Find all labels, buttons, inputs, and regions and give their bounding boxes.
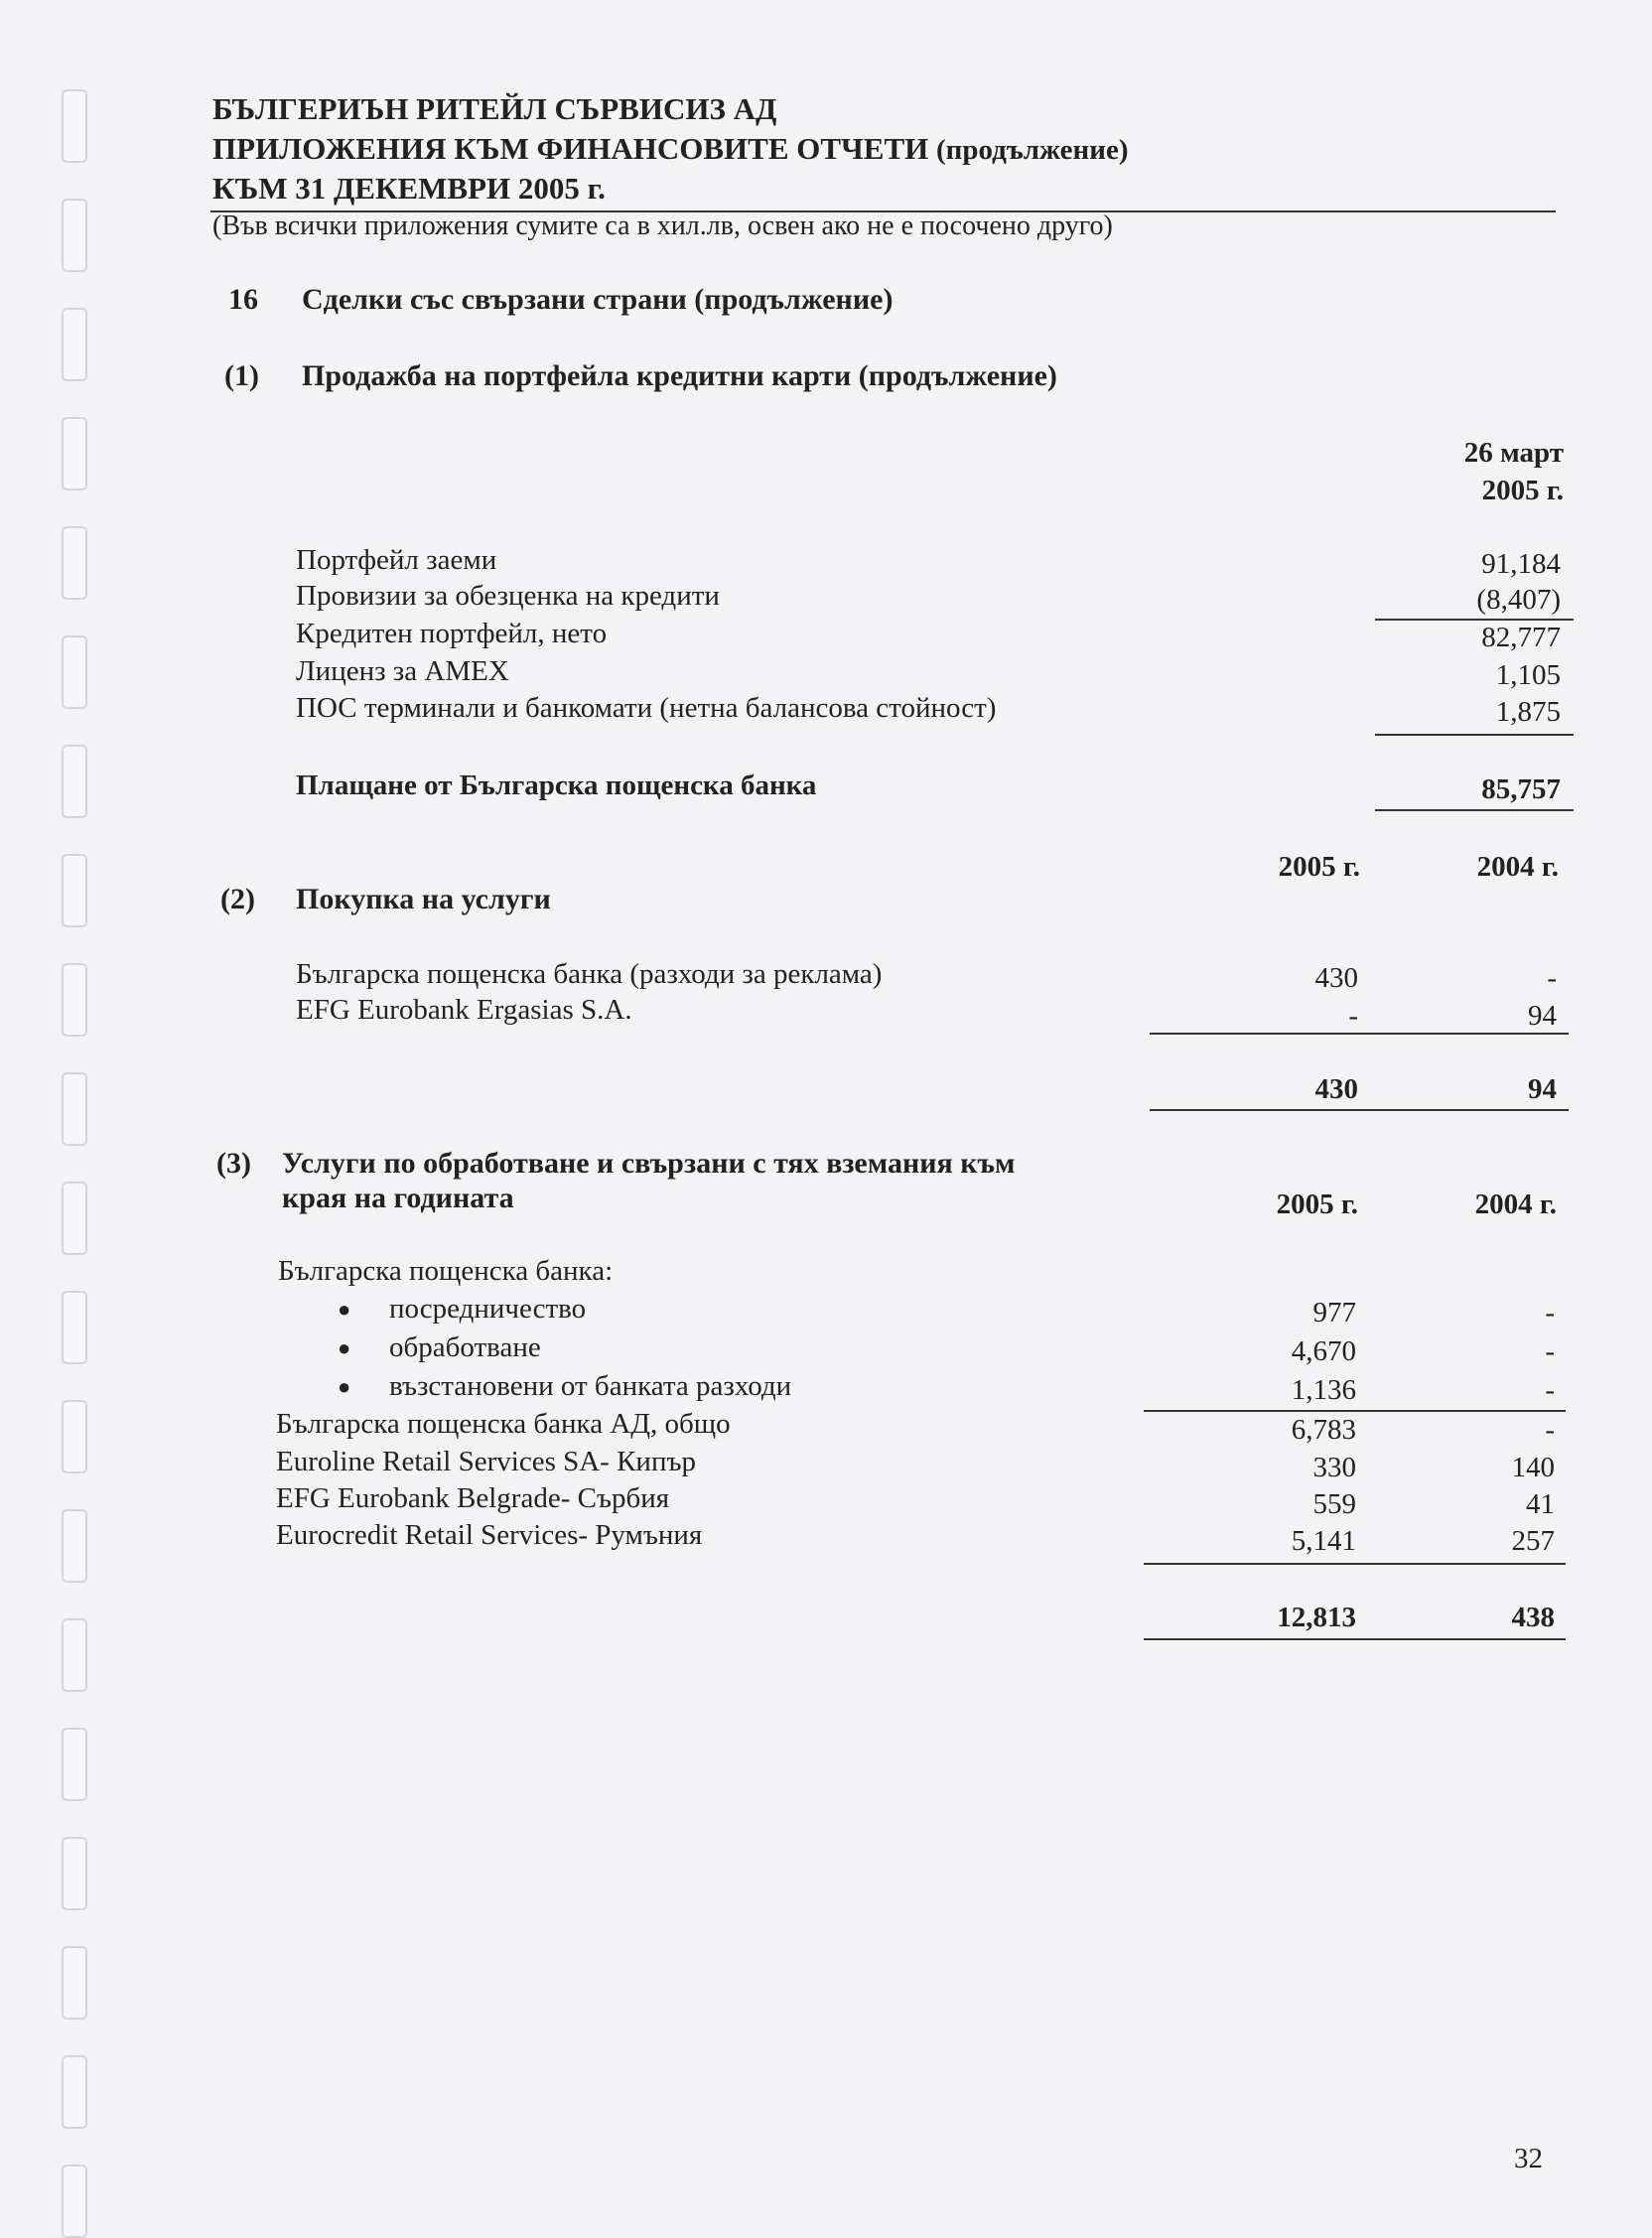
binder-hole xyxy=(62,1946,87,2020)
binder-hole xyxy=(62,2165,87,2238)
section-number: 16 xyxy=(228,283,258,316)
row-label: Лиценз за АМЕХ xyxy=(296,655,509,687)
bullet-icon: ● xyxy=(338,1335,351,1360)
row-value-2004: 257 xyxy=(1511,1525,1555,1557)
column-header-2005: 2005 г. xyxy=(1278,851,1360,883)
total-rule xyxy=(1144,1638,1566,1640)
row-value: (8,407) xyxy=(1476,584,1561,616)
bullet-icon: ● xyxy=(338,1297,351,1322)
bullet-label: посредничество xyxy=(389,1293,587,1325)
row-value-2005: - xyxy=(1348,1000,1358,1032)
binder-hole xyxy=(62,308,87,381)
row-value-2004: 94 xyxy=(1528,1000,1557,1032)
row-value-2005: 430 xyxy=(1314,962,1358,994)
binder-hole xyxy=(62,1728,87,1801)
subsection-title-line1: Услуги по обработване и свързани с тях вземания към xyxy=(282,1147,1016,1180)
binder-hole xyxy=(62,2055,87,2129)
binder-hole xyxy=(62,963,87,1037)
total-value-2004: 94 xyxy=(1528,1073,1557,1105)
subtotal-rule xyxy=(1150,1033,1569,1035)
row-value-2004: - xyxy=(1545,1414,1555,1446)
binder-hole xyxy=(62,1291,87,1364)
binder-hole xyxy=(62,1618,87,1692)
column-header: 26 март xyxy=(1463,437,1564,469)
subtotal-rule xyxy=(1375,619,1574,621)
row-label: ПОС терминали и банкомати (нетна балансова стойност) xyxy=(296,692,997,724)
row-value-2004: - xyxy=(1545,1297,1555,1329)
bullet-label: възстановени от банката разходи xyxy=(389,1370,792,1402)
row-label: EFG Eurobank Belgrade- Сърбия xyxy=(276,1482,670,1514)
binder-hole xyxy=(62,1400,87,1473)
column-header: 2005 г. xyxy=(1481,475,1564,506)
binder-hole xyxy=(62,526,87,600)
binder-hole xyxy=(62,199,87,272)
page-number: 32 xyxy=(1514,2143,1543,2174)
subtotal-rule xyxy=(1144,1563,1566,1565)
column-header-2004: 2004 г. xyxy=(1476,851,1559,883)
column-header-2004: 2004 г. xyxy=(1474,1189,1557,1220)
total-value-2005: 12,813 xyxy=(1277,1602,1356,1633)
binder-hole xyxy=(62,1072,87,1146)
row-value-2005: 977 xyxy=(1312,1297,1356,1329)
row-label: Кредитен портфейл, нето xyxy=(296,618,608,649)
subsection-title-line2: края на годината xyxy=(282,1182,514,1214)
row-label: Провизии за обезценка на кредити xyxy=(296,580,720,612)
row-value-2004: 41 xyxy=(1526,1488,1555,1520)
binder-hole xyxy=(62,1509,87,1583)
company-name: БЪЛГЕРИЪН РИТЕЙЛ СЪРВИСИЗ АД xyxy=(212,91,777,126)
total-value: 85,757 xyxy=(1481,773,1561,805)
binder-hole xyxy=(62,417,87,490)
subsection-number: (3) xyxy=(216,1147,251,1180)
document-title xyxy=(212,131,1128,167)
title-main: ПРИЛОЖЕНИЯ КЪМ ФИНАНСОВИТЕ ОТЧЕТИ xyxy=(212,131,929,166)
binder-hole xyxy=(62,1182,87,1255)
total-rule xyxy=(1150,1109,1569,1111)
total-label: Плащане от Българска пощенска банка xyxy=(296,769,817,801)
row-value-2004: - xyxy=(1547,962,1557,994)
binder-hole xyxy=(62,1837,87,1910)
subsection-title: Покупка на услуги xyxy=(296,883,551,915)
section-title: Сделки със свързани страни (продължение) xyxy=(302,283,894,316)
binder-hole xyxy=(62,635,87,709)
row-label: Българска пощенска банка (разходи за реклама) xyxy=(296,958,883,990)
row-label: Портфейл заеми xyxy=(296,544,497,576)
column-header-2005: 2005 г. xyxy=(1276,1189,1358,1220)
bullet-icon: ● xyxy=(338,1374,351,1399)
row-value-2004: 140 xyxy=(1511,1452,1555,1483)
row-value-2004: - xyxy=(1545,1335,1555,1367)
binder-hole xyxy=(62,854,87,927)
currency-note: (Във всички приложения сумите са в хил.лв, освен ако не е посочено друго) xyxy=(212,210,1113,241)
title-continuation: (продължение) xyxy=(936,134,1129,166)
row-value-2005: 6,783 xyxy=(1291,1414,1356,1446)
total-rule xyxy=(1375,809,1574,811)
binder-hole xyxy=(62,89,87,163)
row-value-2005: 330 xyxy=(1312,1452,1356,1483)
subsection-number: (1) xyxy=(224,359,259,392)
total-value-2004: 438 xyxy=(1511,1602,1555,1633)
row-value: 82,777 xyxy=(1481,622,1561,653)
binder-holes xyxy=(62,89,87,2214)
row-value-2004: - xyxy=(1545,1374,1555,1406)
subtotal-rule xyxy=(1144,1410,1566,1412)
subtotal-rule xyxy=(1375,734,1574,736)
subsection-title: Продажба на портфейла кредитни карти (продължение) xyxy=(302,359,1057,392)
row-value-2005: 1,136 xyxy=(1291,1374,1356,1406)
row-label: EFG Eurobank Ergasias S.A. xyxy=(296,994,632,1026)
row-value-2005: 5,141 xyxy=(1291,1525,1356,1557)
group-label: Българска пощенска банка: xyxy=(278,1255,614,1287)
report-date: КЪМ 31 ДЕКЕМВРИ 2005 г. xyxy=(212,171,606,206)
row-value: 1,875 xyxy=(1495,696,1561,728)
total-value-2005: 430 xyxy=(1314,1073,1358,1105)
row-value-2005: 4,670 xyxy=(1291,1335,1356,1367)
row-value-2005: 559 xyxy=(1312,1488,1356,1520)
row-label: Eurocredit Retail Services- Румъния xyxy=(276,1519,703,1551)
row-label: Българска пощенска банка АД, общо xyxy=(276,1408,731,1440)
subsection-number: (2) xyxy=(220,883,255,915)
bullet-label: обработване xyxy=(389,1331,541,1363)
row-value: 91,184 xyxy=(1481,548,1561,580)
row-label: Euroline Retail Services SA- Кипър xyxy=(276,1446,696,1477)
binder-hole xyxy=(62,745,87,818)
row-value: 1,105 xyxy=(1495,659,1561,691)
